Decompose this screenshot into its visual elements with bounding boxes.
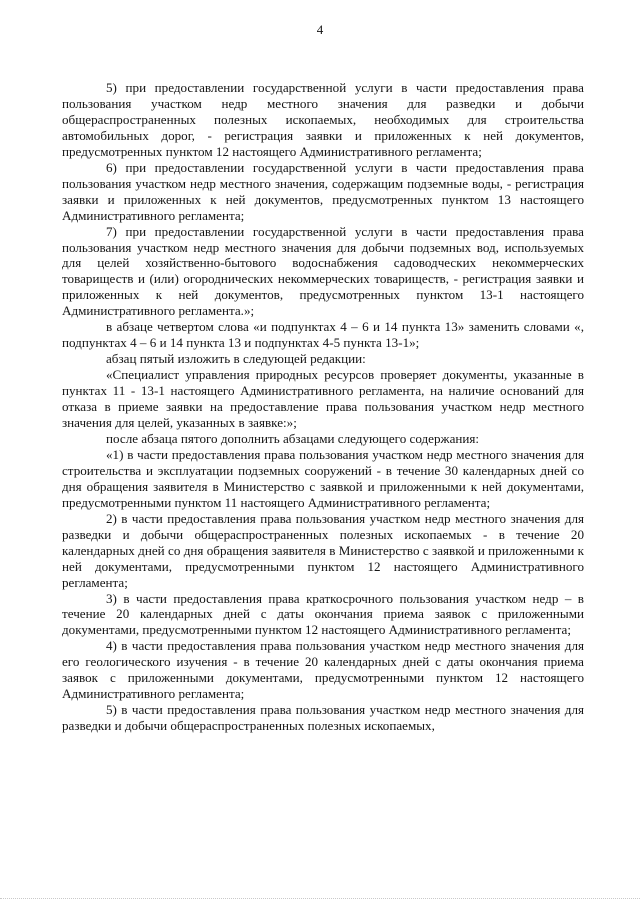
paragraph-sub-4: 4) в части предоставления права пользования участком недр местного значения для его геологического изучения - в течение 20 календарных дней с даты окончания приема заявок с приложенными документами, предусмотренными пунктом 12 настоящего Административного регламента; (62, 638, 584, 702)
paragraph-item-7: 7) при предоставлении государственной услуги в части предоставления права пользования участком недр местного значения для добычи подземных вод, используемых для целей хозяйственно-бытового водоснабжения садоводческих некоммерческих товариществ и (или) огороднических некоммерческих товариществ, - регистрация заявки и приложенных к ней документов, предусмотренных пунктом 13-1 настоящего Административного регламента.»; (62, 223, 584, 319)
paragraph-specialist: «Специалист управления природных ресурсов проверяет документы, указанные в пунктах 11 - 13-1 настоящего Административного регламента, на наличие оснований для отказа в приеме заявки на предоставление права пользования участком недр местного значения для целей, указанных в заявке:»; (62, 367, 584, 431)
paragraph-sub-1: «1) в части предоставления права пользования участком недр местного значения для строительства и эксплуатации подземных сооружений - в течение 30 календарных дней со дня обращения заявителя в Министерство с заявкой и приложенными к ней документами, предусмотренными пунктом 11 настоящего Административного регламента; (62, 446, 584, 510)
paragraph-item-6: 6) при предоставлении государственной услуги в части предоставления права пользования участком недр местного значения, содержащим подземные воды, - регистрация заявки и приложенных к ней документов, предусмотренных пунктом 13 настоящего Административного регламента; (62, 159, 584, 223)
paragraph-sub-2: 2) в части предоставления права пользования участком недр местного значения для разведки и добычи общераспространенных полезных ископаемых - в течение 20 календарных дней со дня обращения заявителя в Министерство с заявкой и приложенными к ней документами, предусмотренными пунктом 12 настоящего Административного регламента; (62, 510, 584, 590)
paragraph-sub-5: 5) в части предоставления права пользования участком недр местного значения для разведки и добычи общераспространенных полезных ископаемых, (62, 702, 584, 734)
paragraph-sub-3: 3) в части предоставления права краткосрочного пользования участком недр – в течение 20 календарных дней с даты окончания приема заявок с приложенными документами, предусмотренными пунктом 12 настоящего Административного регламента; (62, 590, 584, 638)
document-body (62, 80, 584, 734)
paragraph-item-5: 5) при предоставлении государственной услуги в части предоставления права пользования участком недр местного значения для разведки и добычи общераспространенных полезных ископаемых, необходимых для строительства автомобильных дорог, - регистрация заявки и приложенных к ней документов, предусмотренных пунктом 12 настоящего Административного регламента; (62, 80, 584, 159)
paragraph-amend-fifth: абзац пятый изложить в следующей редакции: (106, 351, 366, 367)
page-number: 4 (316, 22, 324, 37)
paragraph-amend-fourth: в абзаце четвертом слова «и подпунктах 4 – 6 и 14 пункта 13» заменить словами «, подпунктах 4 – 6 и 14 пункта 13 и подпунктах 4-5 пункта 13-1»; (62, 319, 584, 351)
scan-edge-divider (0, 894, 640, 899)
paragraph-add-after-fifth: после абзаца пятого дополнить абзацами следующего содержания: (106, 430, 480, 446)
